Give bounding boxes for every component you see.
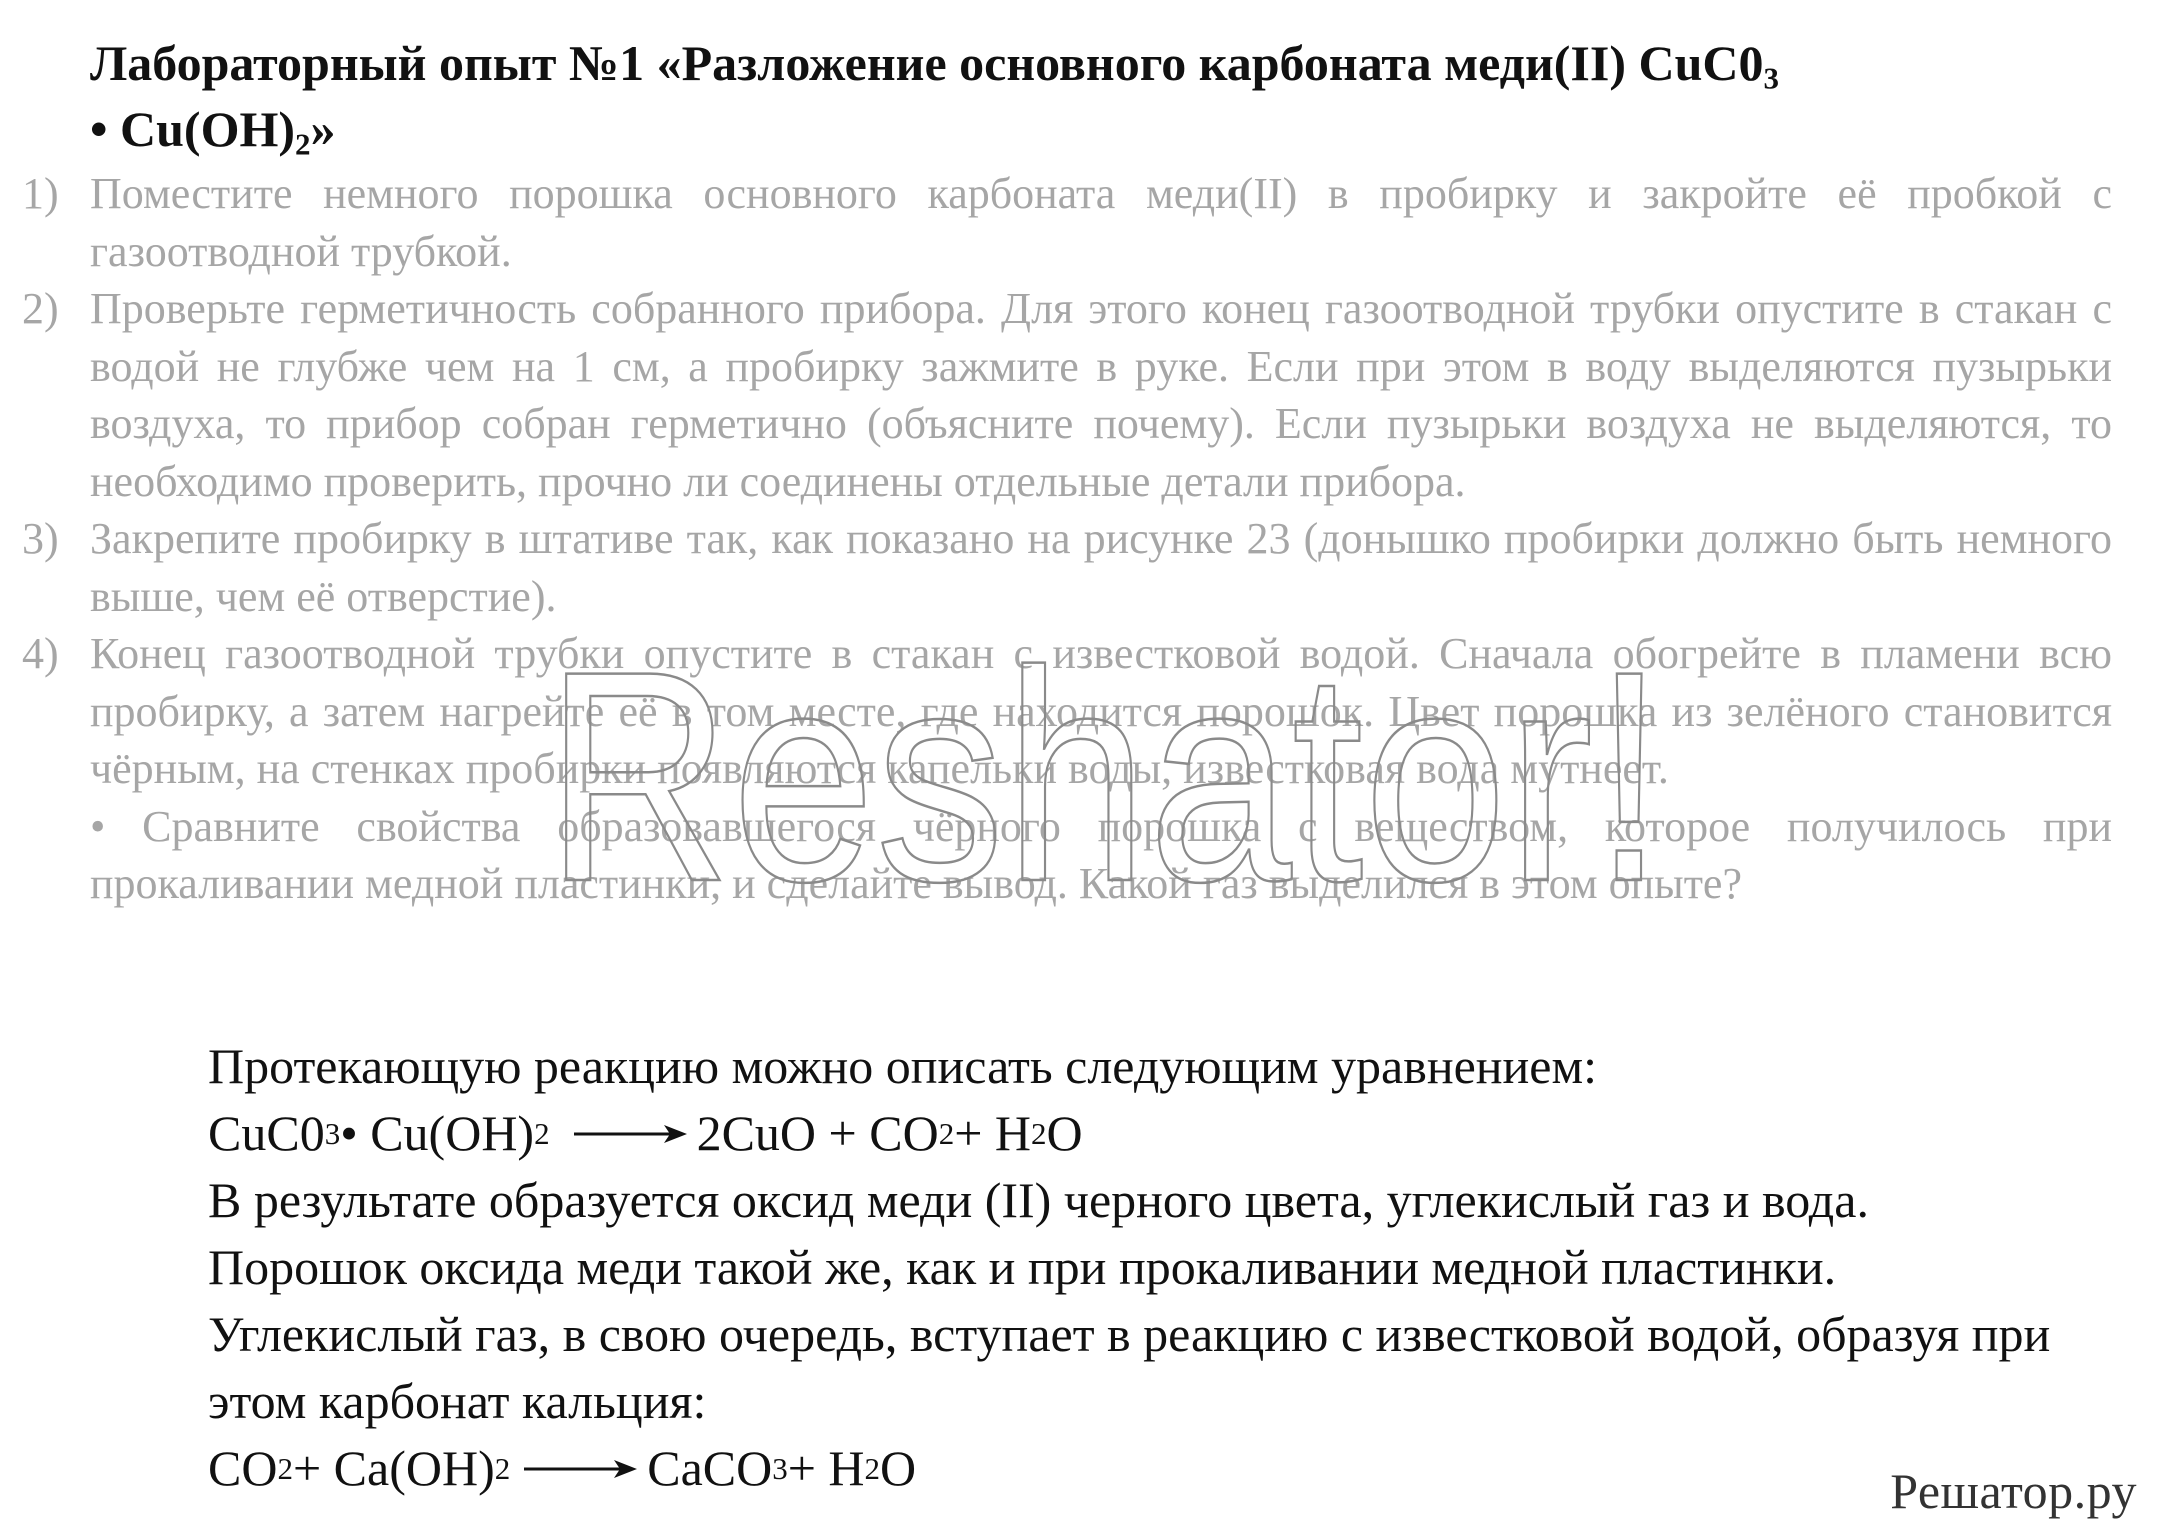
step-number: 1): [22, 169, 59, 218]
reaction-equation-2: CO 2 + Ca(OH) 2 CaCO 3 + H 2 O: [90, 1435, 2070, 1502]
eq-part: + H: [787, 1440, 865, 1496]
step-number: 3): [22, 514, 59, 563]
title-line2: • Cu(OH): [90, 101, 296, 157]
eq-part: + H: [954, 1105, 1032, 1161]
step-item: [22, 165, 2112, 280]
step-note: • Сравните свойства образовавшегося чёрного порошка с веществом, которое получилось при прокаливании медной пластинки, и сделайте вывод. Какой газ выделился в этом опыте?: [90, 801, 2112, 908]
eq-part: + Ca(OH): [292, 1440, 495, 1496]
eq-part: CuC0: [208, 1105, 325, 1161]
step-text: Проверьте герметичность собранного прибора. Для этого конец газоотводной трубки опустите в стакан с водой не глубже чем на 1 см, а пробирку зажмите в руке. Если при этом в воду выделяются пузырьки воздуха, то прибор собран герметично (объясните почему). Если пузырьки воздуха не выделяются, то необходимо проверить, прочно ли соединены отдельные детали прибора.: [90, 284, 2112, 506]
step-item: [22, 280, 2112, 510]
eq-part: CaCO: [647, 1440, 773, 1496]
reaction-arrow-icon: [574, 1122, 689, 1146]
site-label: Решатор.ру: [1890, 1463, 2137, 1519]
eq-part: O: [880, 1440, 917, 1496]
step-number: 2): [22, 284, 59, 333]
watermark-text: Reshator!: [545, 625, 1665, 925]
step-number: 4): [22, 629, 59, 678]
reaction-equation-1: CuC0 3 • Cu(OH) 2 2CuO + CO 2 + H 2 O: [90, 1100, 2070, 1167]
lab-title: [90, 30, 2130, 162]
answer-section: [90, 1033, 2070, 1502]
answer-intro: Протекающую реакцию можно описать следующим уравнением:: [208, 1038, 1598, 1094]
step-item: [22, 510, 2112, 625]
title-sub1: 3: [1763, 60, 1780, 96]
eq-part: • Cu(OH): [340, 1105, 535, 1161]
eq-part: O: [1046, 1105, 1083, 1161]
step-text: Закрепите пробирку в штативе так, как показано на рисунке 23 (донышко пробирки должно быть немного выше, чем её отверстие).: [90, 514, 2112, 621]
eq-part: 2CuO + CO: [696, 1105, 939, 1161]
reaction-arrow-icon: [524, 1457, 639, 1481]
answer-paragraph: В результате образуется оксид меди (II) черного цвета, углекислый газ и вода. Порошок оксида меди такой же, как и при прокаливании медной пластинки. Углекислый газ, в свою очередь, вступает в реакцию с известковой водой, образуя при этом карбонат кальция:: [208, 1172, 2051, 1429]
step-text: Поместите немного порошка основного карбоната меди(II) в пробирку и закройте её пробкой с газоотводной трубкой.: [90, 169, 2112, 276]
title-sub2: 2: [295, 126, 311, 162]
procedure-steps: [22, 165, 2112, 913]
title-line2-end: »: [310, 101, 336, 157]
eq-part: CO: [208, 1440, 278, 1496]
title-line1: Лабораторный опыт №1 «Разложение основного карбоната меди(II) CuC0: [90, 35, 1764, 91]
step-item: [22, 625, 2112, 798]
step-text: Конец газоотводной трубки опустите в стакан с известковой водой. Сначала обогрейте в пламени всю пробирку, а затем нагрейте её в том месте, где находится порошок. Цвет порошка из зелёного становится чёрным, на стенках пробирки появляются капельки воды, известковая вода мутнеет.: [90, 629, 2112, 793]
